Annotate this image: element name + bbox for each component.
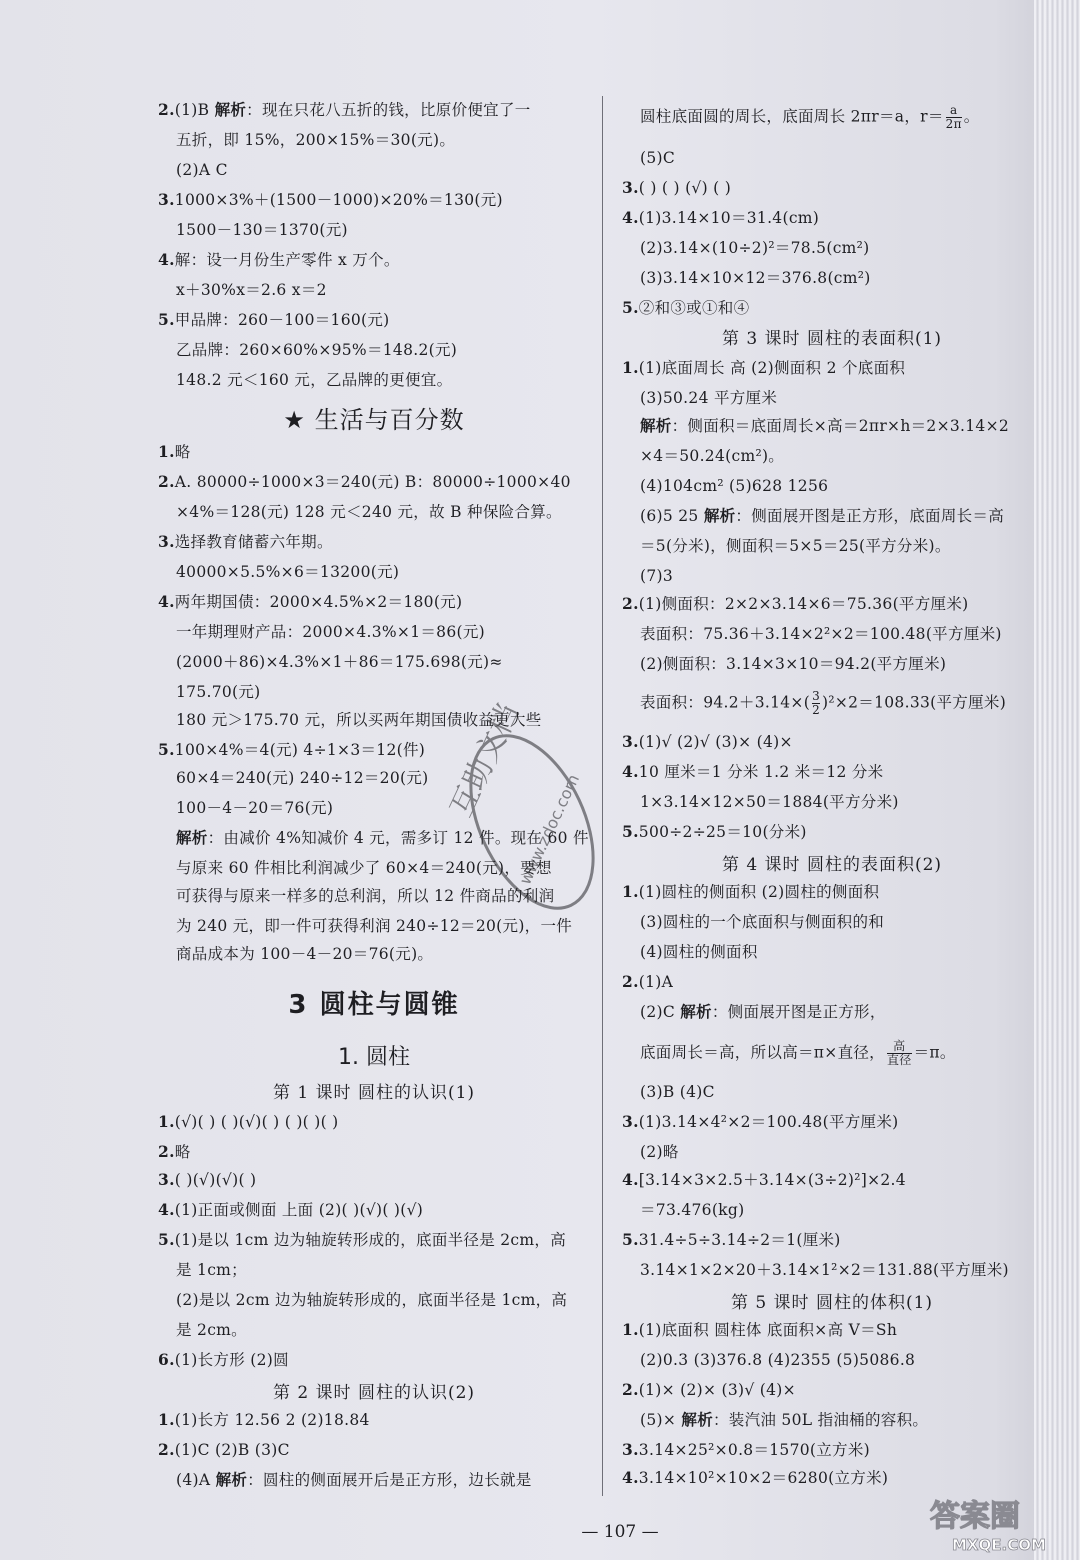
fraction: $\frac{\text{高}}{\text{直径}}$ — [886, 1039, 912, 1067]
answer-line: (4)104cm² (5)628 1256 — [640, 477, 829, 495]
fraction: $\frac{a}{2\pi}$ — [945, 103, 962, 131]
answer-line: (2)3.14×(10÷2)²＝78.5(cm²) — [640, 239, 870, 257]
answer-line: 40000×5.5%×6＝13200(元) — [176, 563, 400, 581]
answer-1: 1.(1)底面积 圆柱体 底面积×高 V＝Sh — [622, 1320, 898, 1339]
answer-2: 2.(1)A — [622, 972, 674, 991]
answer-line: ×4＝50.24(cm²)。 — [640, 447, 785, 465]
answer-4: 4.[3.14×3×2.5＋3.14×(3÷2)²]×2.4 — [622, 1170, 906, 1189]
answer-4: 4.10 厘米＝1 分米 1.2 米＝12 分米 — [622, 762, 884, 781]
answer-2: 2.(1)C (2)B (3)C — [158, 1440, 290, 1459]
answer-line: 表面积：94.2＋3.14×( $\frac{3}{2}$ )²×2＝108.33(平方厘米) — [640, 689, 1007, 717]
answer-4: 4.3.14×10²×10×2＝6280(立方米) — [622, 1468, 889, 1487]
answer-6: 6.(1)长方形 (2)圆 — [158, 1350, 289, 1369]
answer-line: ×4%＝128(元) 128 元＜240 元，故 B 种保险合算。 — [176, 503, 562, 521]
answer-line: (6)5 25 解析：侧面展开图是正方形，底面周长＝高 — [640, 506, 1005, 525]
answer-line: (2)是以 2cm 边为轴旋转形成的，底面半径是 1cm，高 — [176, 1291, 568, 1309]
logo-url: MXQE.COM — [952, 1536, 1046, 1554]
lesson-title: 第 4 课时 圆柱的表面积(2) — [721, 855, 943, 875]
chapter-title: 3 圆柱与圆锥 — [288, 990, 460, 1020]
answer-line: x＋30%x＝2.6 x＝2 — [176, 281, 327, 299]
answer-line: 可获得与原来一样多的总利润，所以 12 件商品的利润 — [176, 887, 555, 905]
answer-1: 1.(1)圆柱的侧面积 (2)圆柱的侧面积 — [622, 882, 880, 901]
answer-line: (2000＋86)×4.3%×1＋86＝175.698(元)≈ — [176, 653, 503, 671]
answer-line: 解析：侧面积＝底面周长×高＝2πr×h＝2×3.14×2 — [640, 416, 1010, 435]
answer-line: (3)3.14×10×12＝376.8(cm²) — [640, 269, 871, 287]
answer-3: 3.1000×3%＋(1500－1000)×20%＝130(元) — [158, 190, 503, 209]
answer-line: 为 240 元，即一件可获得利润 240÷12＝20(元)，一件 — [176, 917, 573, 935]
answer-3: 3.(1)3.14×4²×2＝100.48(平方厘米) — [622, 1112, 899, 1131]
answer-line: (4)A 解析：圆柱的侧面展开后是正方形，边长就是 — [176, 1470, 532, 1489]
page-stack-edge — [1034, 0, 1080, 1560]
answer-5: 5.甲品牌：260－100＝160(元) — [158, 310, 390, 329]
answer-5: 5.②和③或①和④ — [622, 298, 750, 317]
answer-line: (7)3 — [640, 567, 674, 585]
answer-line: ＝5(分米)，侧面积＝5×5＝25(平方分米)。 — [640, 537, 951, 555]
answer-line: 是 2cm。 — [176, 1321, 247, 1339]
answer-4: 4.两年期国债：2000×4.5%×2＝180(元) — [158, 592, 463, 611]
answer-line: 100－4－20＝76(元) — [176, 799, 334, 817]
answer-3: 3.( )(√)(√)( ) — [158, 1170, 257, 1189]
lesson-title: 第 1 课时 圆柱的认识(1) — [272, 1083, 476, 1103]
answer-1: 1.(√)( ) ( )(√)( ) ( )( )( ) — [158, 1112, 339, 1131]
answer-line: (2)略 — [640, 1143, 679, 1161]
answer-line: 商品成本为 100－4－20＝76(元)。 — [176, 945, 434, 963]
watermark-text: 互助文档 — [443, 698, 527, 823]
answer-line: 是 1cm； — [176, 1261, 247, 1279]
answer-line: (2)C 解析：侧面展开图是正方形， — [640, 1002, 886, 1021]
answer-line: 175.70(元) — [176, 683, 261, 701]
answer-line: (5)C — [640, 149, 676, 167]
lesson-title: 第 5 课时 圆柱的体积(1) — [730, 1293, 934, 1313]
column-divider — [602, 96, 603, 1496]
answer-3: 3.( ) ( ) (√) ( ) — [622, 178, 732, 197]
answer-line: 1500－130＝1370(元) — [176, 221, 348, 239]
answer-3: 3.(1)√ (2)√ (3)× (4)× — [622, 732, 793, 751]
answer-line: (3)圆柱的一个底面积与侧面积的和 — [640, 913, 885, 931]
answer-line: 表面积：75.36＋3.14×2²×2＝100.48(平方厘米) — [640, 625, 1002, 643]
answer-2: 2.(1)侧面积：2×2×3.14×6＝75.36(平方厘米) — [622, 594, 969, 613]
answer-2: 2.略 — [158, 1142, 191, 1161]
answer-3: 3.选择教育储蓄六年期。 — [158, 532, 333, 551]
section-title: ★ 生活与百分数 — [283, 406, 465, 434]
answer-5: 5.31.4÷5÷3.14÷2＝1(厘米) — [622, 1230, 841, 1249]
answer-line: 148.2 元＜160 元，乙品牌的更便宜。 — [176, 371, 453, 389]
answer-line: 3.14×1×2×20＋3.14×1²×2＝131.88(平方厘米) — [640, 1261, 1009, 1279]
answer-line: 圆柱底面圆的周长，底面周长 2πr＝a，r＝ $\frac{a}{2\pi}$ 。 — [640, 103, 980, 131]
answer-2: 2.A. 80000÷1000×3＝240(元) B：80000÷1000×40 — [158, 472, 571, 491]
subsection-title: 1. 圆柱 — [338, 1045, 410, 1070]
answer-line: (2)0.3 (3)376.8 (4)2355 (5)5086.8 — [640, 1351, 916, 1369]
answer-5: 5.500÷2÷25＝10(分米) — [622, 822, 807, 841]
answer-2: 2.(1)× (2)× (3)√ (4)× — [622, 1380, 796, 1399]
answer-line: (3)50.24 平方厘米 — [640, 389, 778, 407]
answer-4: 4.(1)正面或侧面 上面 (2)( )(√)( )(√) — [158, 1200, 424, 1219]
watermark-url: www.zdoc.com — [515, 771, 584, 888]
answer-line: 解析：由减价 4%知减价 4 元，需多订 12 件。现在 60 件 — [176, 828, 589, 847]
answer-5: 5.(1)是以 1cm 边为轴旋转形成的，底面半径是 2cm，高 — [158, 1230, 566, 1249]
answer-line: ＝73.476(kg) — [640, 1201, 745, 1219]
answer-4: 4.解：设一月份生产零件 x 万个。 — [158, 250, 400, 269]
site-logo — [922, 1488, 1072, 1558]
answer-5: 5.100×4%＝4(元) 4÷1×3＝12(件) — [158, 740, 426, 759]
answer-line: 60×4＝240(元) 240÷12＝20(元) — [176, 769, 429, 787]
answer-1: 1.略 — [158, 442, 191, 461]
page-number: — 107 — — [581, 1522, 659, 1542]
answer-2: 2.(1)B 解析：现在只花八五折的钱，比原价便宜了一 — [158, 100, 531, 119]
answer-1: 1.(1)底面周长 高 (2)侧面积 2 个底面积 — [622, 358, 906, 377]
answer-line: (2)A C — [176, 161, 228, 179]
answer-line: 180 元＞175.70 元，所以买两年期国债收益更大些 — [176, 711, 542, 729]
answer-line: (3)B (4)C — [640, 1083, 715, 1101]
answer-4: 4.(1)3.14×10＝31.4(cm) — [622, 208, 820, 227]
answer-line: 乙品牌：260×60%×95%＝148.2(元) — [176, 341, 458, 359]
lesson-title: 第 2 课时 圆柱的认识(2) — [272, 1383, 476, 1403]
answer-line: 五折，即 15%，200×15%＝30(元)。 — [176, 131, 456, 149]
answer-line: (4)圆柱的侧面积 — [640, 943, 758, 961]
answer-3: 3.3.14×25²×0.8＝1570(立方米) — [622, 1440, 870, 1459]
logo-text: 答案圈 — [930, 1499, 1020, 1534]
answer-line: 1×3.14×12×50＝1884(平方分米) — [640, 793, 899, 811]
answer-line: 与原来 60 件相比利润减少了 60×4＝240(元)，要想 — [176, 859, 552, 877]
answer-line: (5)× 解析：装汽油 50L 指油桶的容积。 — [640, 1410, 929, 1429]
answer-line: 一年期理财产品：2000×4.3%×1＝86(元) — [176, 623, 485, 641]
answer-line: 底面周长＝高，所以高＝π×直径， $\frac{\text{高}}{\text{直径}}$ ＝π。 — [640, 1039, 956, 1067]
lesson-title: 第 3 课时 圆柱的表面积(1) — [721, 329, 943, 349]
answer-line: (2)侧面积：3.14×3×10＝94.2(平方厘米) — [640, 655, 947, 673]
answer-1: 1.(1)长方 12.56 2 (2)18.84 — [158, 1410, 370, 1429]
fraction: $\frac{3}{2}$ — [812, 689, 820, 717]
